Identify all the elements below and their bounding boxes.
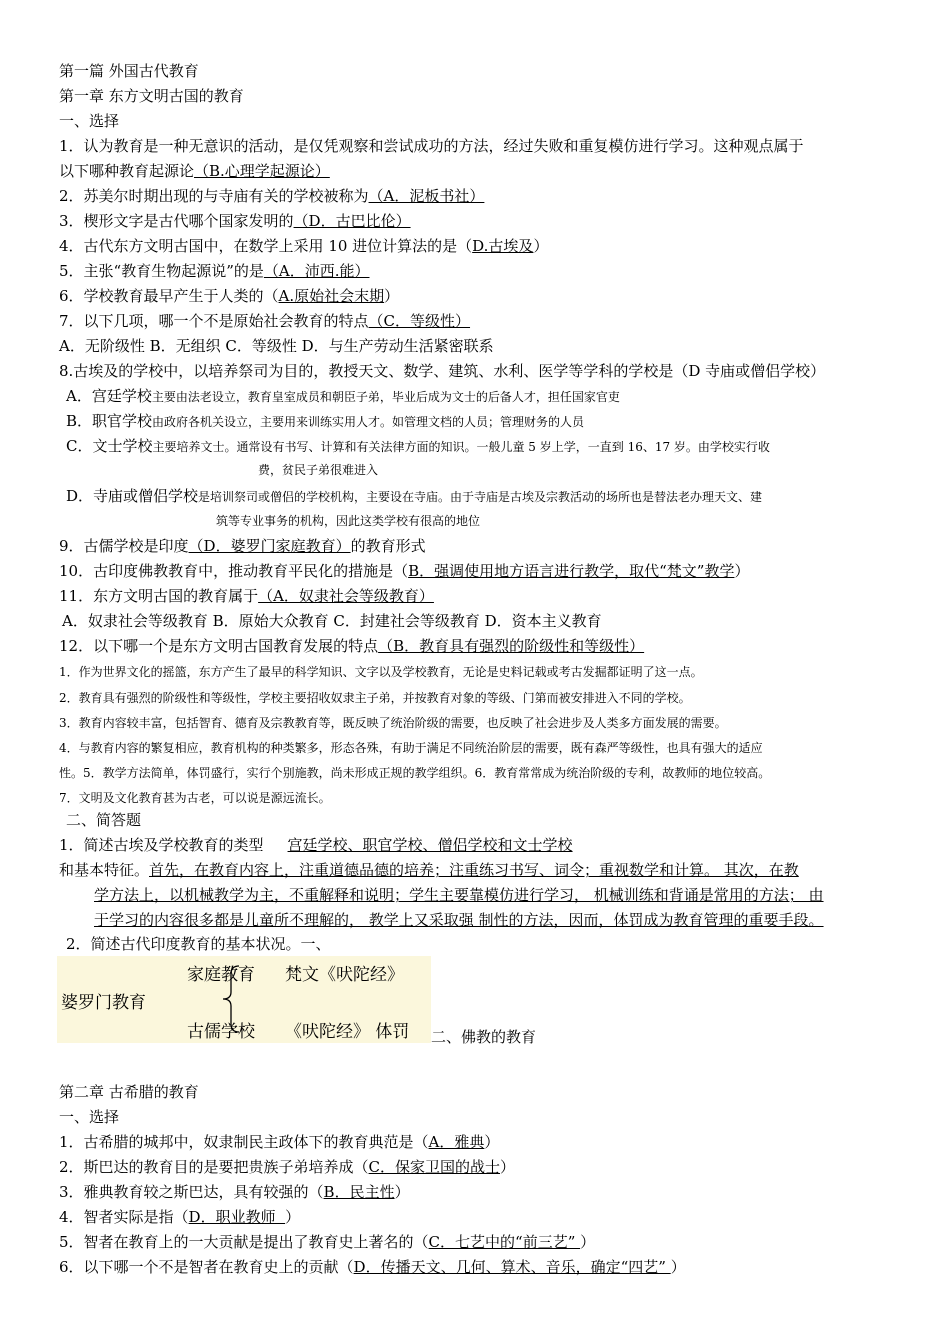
diagram-branch-2-label: 古儒学校 [187, 1022, 255, 1042]
question-7-options: A．无阶级性 B．无组织 C．等级性 D．与生产劳动生活紧密联系 [59, 337, 494, 355]
note-2: 2．教育具有强烈的阶级性和等级性，学校主要招收奴隶主子弟，并按教育对象的等级、门第而被安排进入不同的学校。 [59, 691, 691, 705]
answer: D．职业教师 [188, 1208, 286, 1226]
note-6: 7．文明及文化教育甚为古老，可以说是源远流长。 [59, 791, 331, 805]
answer: D．传播天文、几何、算术、音乐，确定“四艺” [353, 1258, 671, 1276]
note-1: 1．作为世界文化的摇篮，东方产生了最早的科学知识、文字以及学校教育，无论是史料记载或考古发掘都证明了这一点。 [59, 665, 703, 679]
diagram-branch-1-content: 梵文《吠陀经》 [285, 965, 404, 985]
answer: C．保家卫国的战士 [368, 1158, 501, 1176]
answer: （A．沛西.能） [263, 262, 370, 280]
note-5: 性。5．教学方法简单，体罚盛行，实行个别施教，尚未形成正规的教学组织。6．教育常常成为统治阶级的专利，故教师的地位较高。 [59, 766, 771, 780]
question-10: 10．古印度佛教教育中，推动教育平民化的措施是（B．强调使用地方语言进行教学，取代“梵文”教学） [59, 562, 750, 580]
question-2: 2．苏美尔时期出现的与寺庙有关的学校被称为（A．泥板书社） [59, 187, 485, 205]
answer: 宫廷学校、职官学校、僧侣学校和文士学校 [287, 836, 573, 854]
question-11-options: A．奴隶社会等级教育 B．原始大众教育 C．封建社会等级教育 D．资本主义教育 [62, 612, 602, 630]
short-question-2: 2．简述古代印度教育的基本状况。一、 [66, 935, 331, 953]
answer: C．七艺中的“前三艺” [428, 1233, 581, 1251]
diagram-branch-1-label: 家庭教育 [187, 965, 255, 985]
diagram-root-label: 婆罗门教育 [61, 993, 146, 1013]
short-answer-1-line3: 于学习的内容很多都是儿童所不理解的， 教学上又采取强 制性的方法，因而，体罚成为教育管理的重要手段。 [94, 911, 824, 929]
section-choice-heading: 一、选择 [59, 112, 120, 130]
ch2-question-5: 5．智者在教育上的一大贡献是提出了教育史上著名的（C．七艺中的“前三艺” ） [59, 1233, 596, 1251]
answer: （D．古巴比伦） [293, 212, 411, 230]
section-short-answer-heading: 二、简答题 [66, 811, 142, 829]
answer: 首先，在教育内容上，注重道德品德的培养；注重练习书写、词令；重视数学和计算。 其次，在教 [149, 861, 799, 879]
question-12: 12．以下哪一个是东方文明古国教育发展的特点（B．教育具有强烈的阶级性和等级性） [59, 637, 645, 655]
q8-option-d-cont: 筑等专业事务的机构，因此这类学校有很高的地位 [216, 514, 481, 528]
brahman-education-diagram [57, 956, 431, 1043]
chapter-2-section-choice: 一、选择 [59, 1108, 120, 1126]
answer: B．强调使用地方语言进行教学，取代“梵文”教学 [408, 562, 735, 580]
answer: A．雅典 [428, 1133, 485, 1151]
question-8: 8.古埃及的学校中，以培养祭司为目的，教授天文、数学、建筑、水利、医学等学科的学校是（D 寺庙或僧侣学校） [59, 362, 826, 380]
short-answer-1-line1: 和基本特征。首先，在教育内容上，注重道德品德的培养；注重练习书写、词令；重视数学和计算。 其次，在教 [59, 861, 799, 879]
q8-option-b: B．职官学校由政府各机关设立，主要用来训练实用人才。如管理文档的人员；管理财务的人员 [66, 412, 585, 430]
short-question-1: 1．简述古埃及学校教育的类型 宫廷学校、职官学校、僧侣学校和文士学校 [59, 836, 573, 854]
question-3: 3．楔形文字是古代哪个国家发明的（D．古巴比伦） [59, 212, 411, 230]
answer: （A．奴隶社会等级教育） [258, 587, 434, 605]
ch2-question-2: 2．斯巴达的教育目的是要把贵族子弟培养成（C．保家卫国的战士） [59, 1158, 516, 1176]
question-1-line2: 以下哪种教育起源论（B.心理学起源论） [59, 162, 330, 180]
note-4: 4．与教育内容的繁复相应，教育机构的种类繁多，形态各殊，有助于满足不同统治阶层的需要，既有森严等级性，也具有强大的适应 [59, 741, 763, 755]
question-9: 9．古儒学校是印度（D．婆罗门家庭教育）的教育形式 [59, 537, 426, 555]
question-4: 4．古代东方文明古国中，在数学上采用 10 进位计算法的是（D.古埃及） [59, 237, 549, 255]
answer: B．民主性 [323, 1183, 395, 1201]
ch2-question-6: 6．以下哪一个不是智者在教育史上的贡献（D．传播天文、几何、算术、音乐，确定“四艺” ） [59, 1258, 686, 1276]
answer: （A．泥板书社） [368, 187, 485, 205]
ch2-question-3: 3．雅典教育较之斯巴达，具有较强的（B．民主性） [59, 1183, 410, 1201]
question-5: 5．主张“教育生物起源说”的是（A．沛西.能） [59, 262, 370, 280]
q8-option-d: D．寺庙或僧侣学校是培训祭司或僧侣的学校机构，主要设在寺庙。由于寺庙是古埃及宗教活动的场所也是替法老办理天文、建 [66, 487, 763, 505]
question-11: 11．东方文明古国的教育属于（A．奴隶社会等级教育） [59, 587, 434, 605]
chapter-1-title: 第一章 东方文明古国的教育 [59, 87, 244, 105]
chapter-2-title: 第二章 古希腊的教育 [59, 1083, 199, 1101]
part-title: 第一篇 外国古代教育 [59, 62, 199, 80]
short-answer-2-part2: 二、佛教的教育 [431, 1028, 537, 1046]
answer: （C．等级性） [368, 312, 471, 330]
question-1-line1: 1．认为教育是一种无意识的活动，是仅凭观察和尝试成功的方法，经过失败和重复模仿进行学习。这种观点属于 [59, 137, 804, 155]
question-6: 6．学校教育最早产生于人类的（A.原始社会末期） [59, 287, 400, 305]
ch2-question-1: 1．古希腊的城邦中，奴隶制民主政体下的教育典范是（A．雅典） [59, 1133, 500, 1151]
short-answer-1-line2: 学方法上，以机械教学为主，不重解释和说明；学生主要靠模仿进行学习， 机械训练和背诵是常用的方法； 由 [94, 886, 824, 904]
answer: （D．婆罗门家庭教育） [188, 537, 351, 555]
q8-option-c: C．文士学校主要培养文士。通常设有书写、计算和有关法律方面的知识。一般儿童 5 岁上学，一直到 16、17 岁。由学校实行收 [66, 437, 770, 455]
question-7: 7．以下几项，哪一个不是原始社会教育的特点（C．等级性） [59, 312, 471, 330]
answer: A.原始社会末期 [278, 287, 385, 305]
answer: （B．教育具有强烈的阶级性和等级性） [378, 637, 645, 655]
answer: （B.心理学起源论） [194, 162, 330, 180]
answer: D.古埃及 [472, 237, 534, 255]
diagram-branch-2-content: 《吠陀经》 体罚 [285, 1022, 410, 1042]
q8-option-a: A．宫廷学校主要由法老设立，教育皇室成员和朝臣子弟，毕业后成为文士的后备人才，担任国家官吏 [66, 387, 620, 405]
ch2-question-4: 4．智者实际是指（D．职业教师 ） [59, 1208, 301, 1226]
q8-option-c-cont: 费，贫民子弟很难进入 [258, 463, 379, 477]
note-3: 3．教育内容较丰富，包括智育、德育及宗教教育等，既反映了统治阶级的需要，也反映了社会进步及人类多方面发展的需要。 [59, 716, 727, 730]
